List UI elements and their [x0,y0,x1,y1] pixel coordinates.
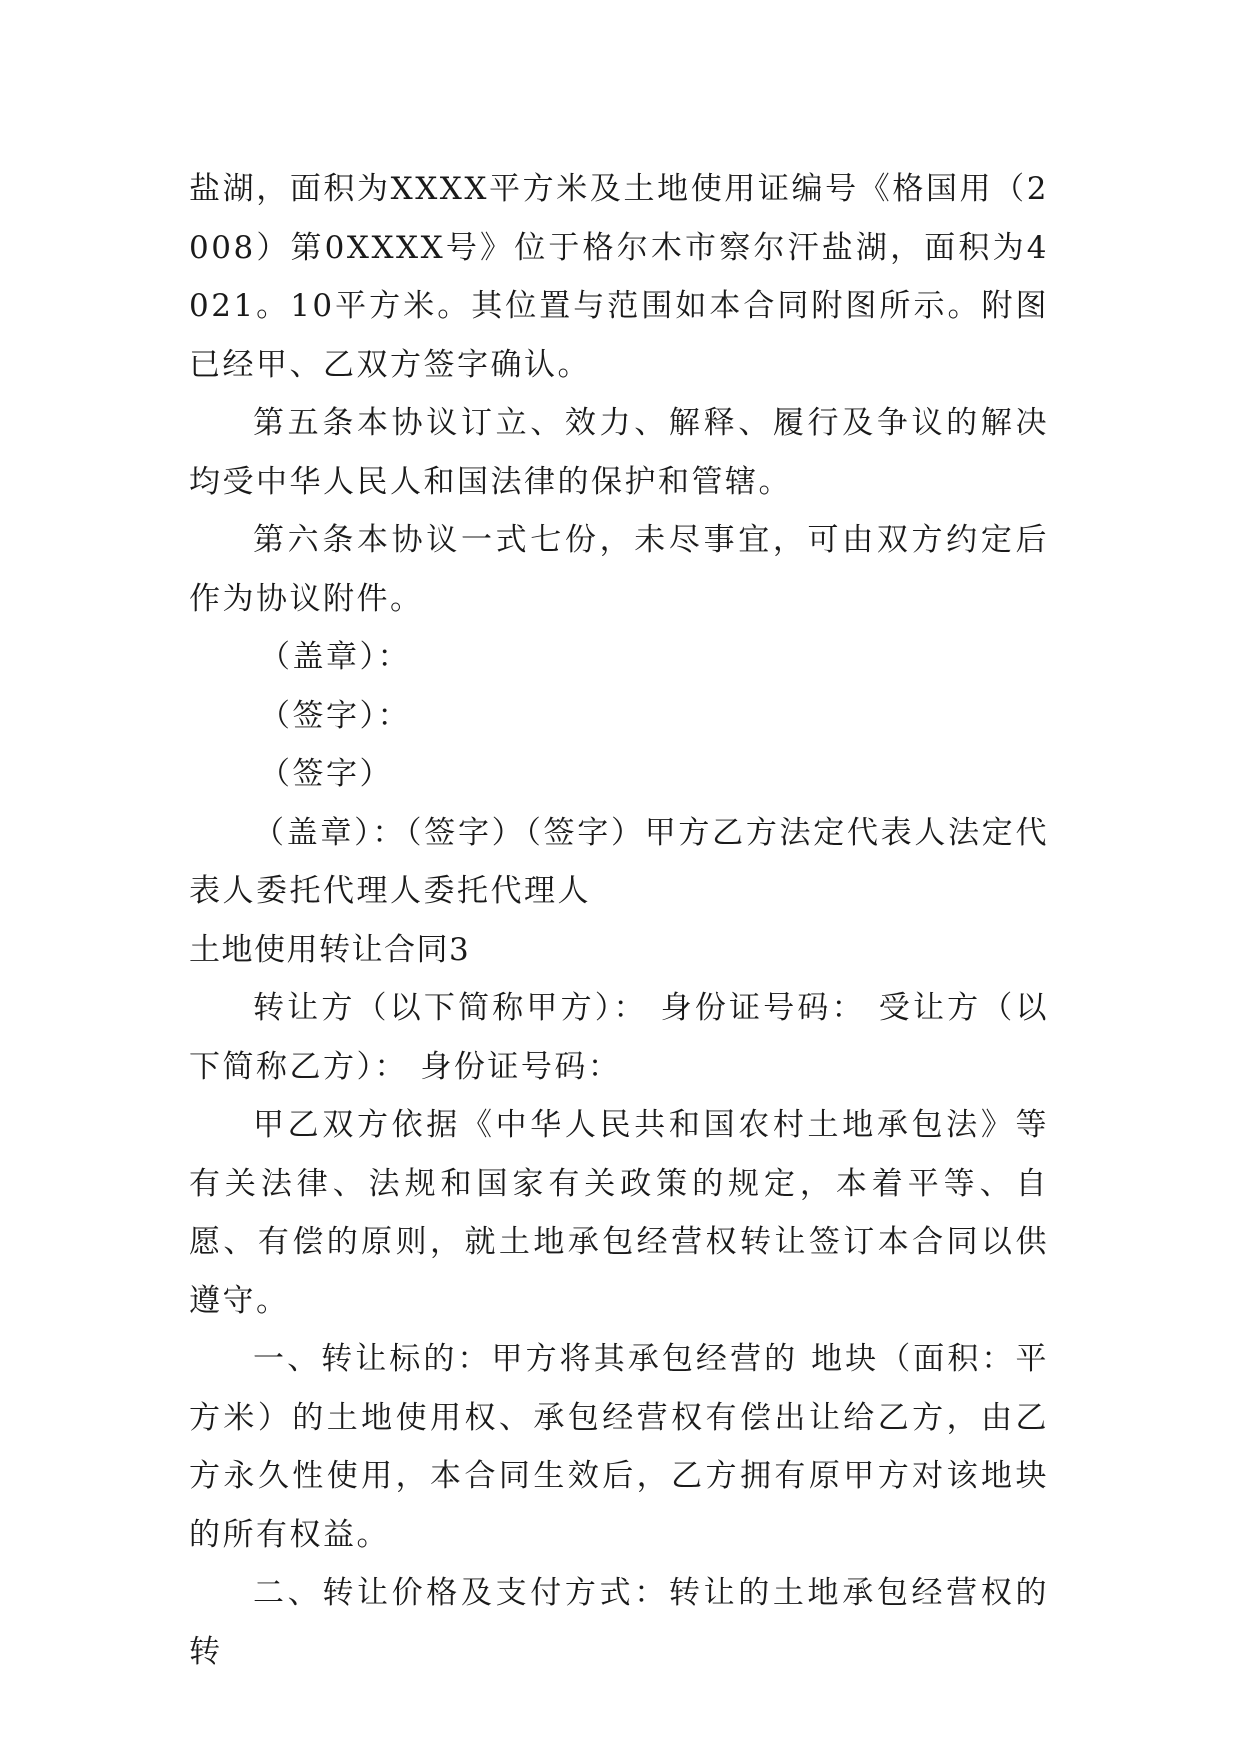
paragraph-clause-1: 一、转让标的：甲方将其承包经营的 地块（面积：平方米）的土地使用权、承包经营权有偿出让给乙方，由乙方永久性使用，本合同生效后，乙方拥有原甲方对该地块的所有权益。 [189,1341,1049,1553]
paragraph-land-description: 盐湖，面积为XXXX平方米及土地使用证编号《格国用（2008）第0XXXX号》位于格尔木市察尔汗盐湖，面积为4021。10平方米。其位置与范围如本合同附图所示。附图已经甲、乙双方签字确认。 [189,171,1049,383]
paragraph-preamble: 甲乙双方依据《中华人民共和国农村土地承包法》等有关法律、法规和国家有关政策的规定，本着平等、自愿、有偿的原则，就土地承包经营权转让签订本合同以供遵守。 [189,1107,1049,1319]
paragraph-clause-2: 二、转让价格及支付方式：转让的土地承包经营权的转 [189,1575,1049,1670]
paragraph-article-5: 第五条本协议订立、效力、解释、履行及争议的解决均受中华人民人和国法律的保护和管辖。 [189,405,1049,500]
paragraph-article-6: 第六条本协议一式七份，未尽事宜，可由双方约定后作为协议附件。 [189,522,1049,617]
signature-line-sign-2: （签字） [259,756,393,792]
contract-title: 土地使用转让合同3 [189,931,471,968]
document-body [189,160,1049,1681]
signature-line-sign: （签字）： [259,697,411,734]
paragraph-parties: 转让方（以下简称甲方）： 身份证号码： 受让方（以下简称乙方）： 身份证号码： [189,990,1049,1085]
signature-line-seal: （盖章）： [259,639,411,675]
paragraph-signature-parties: （盖章）：（签字）（签字）甲方乙方法定代表人法定代表人委托代理人委托代理人 [189,814,1049,909]
